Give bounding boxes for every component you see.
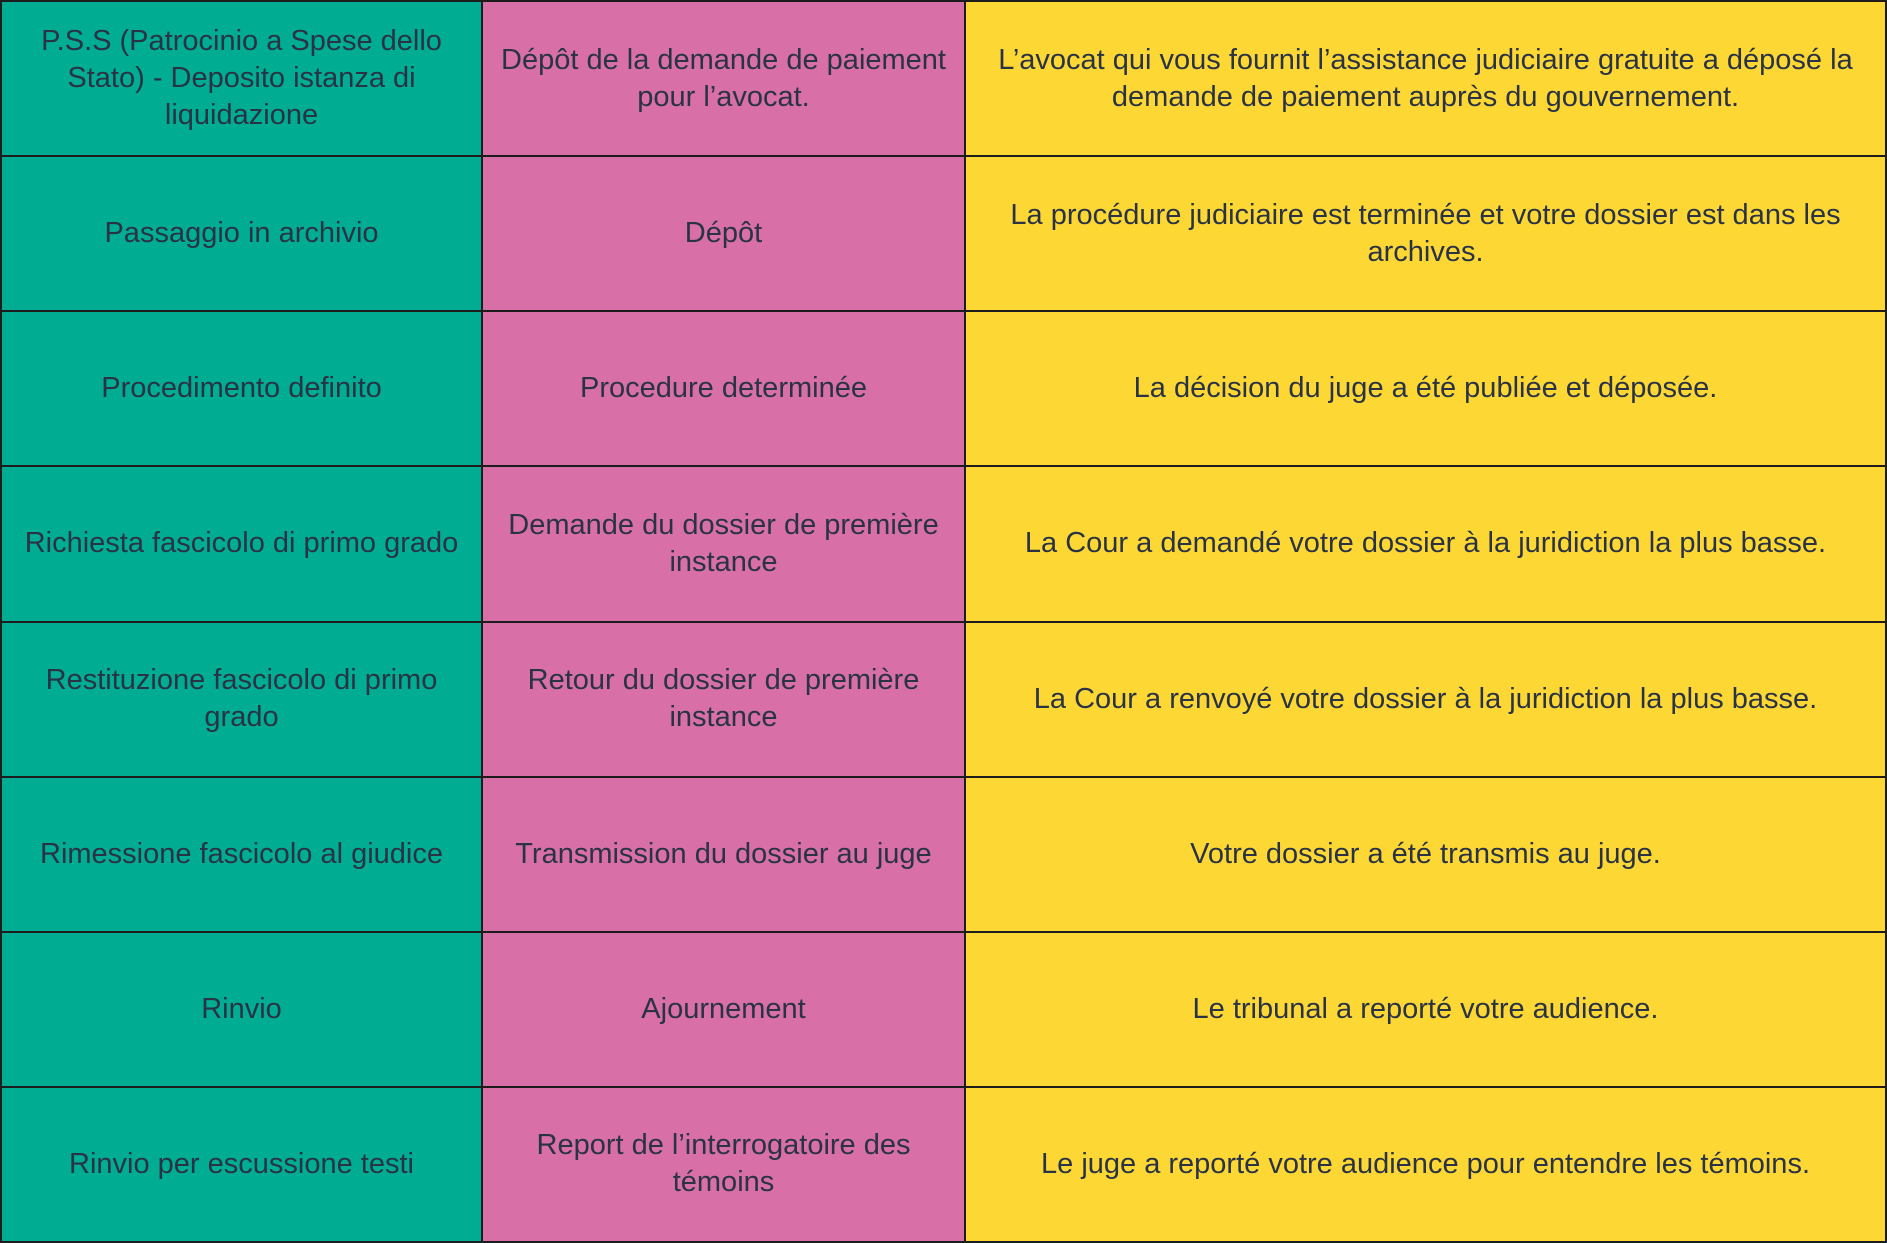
table-row (1, 1, 1886, 156)
italian-term-cell: Procedimento definito (1, 311, 482, 466)
italian-term-cell: Rimessione fascicolo al giudice (1, 777, 482, 932)
french-term-cell: Demande du dossier de première instance (482, 466, 965, 621)
table-row (1, 777, 1886, 932)
description-cell: L’avocat qui vous fournit l’assistance judiciaire gratuite a déposé la demande de paiement auprès du gouvernement. (965, 1, 1886, 156)
table-row (1, 1087, 1886, 1242)
description-cell: La décision du juge a été publiée et déposée. (965, 311, 1886, 466)
french-term-cell: Ajournement (482, 932, 965, 1087)
italian-term-cell: Rinvio (1, 932, 482, 1087)
table-row (1, 932, 1886, 1087)
italian-term-cell: Richiesta fascicolo di primo grado (1, 466, 482, 621)
description-cell: Votre dossier a été transmis au juge. (965, 777, 1886, 932)
table-row (1, 466, 1886, 621)
table-row (1, 156, 1886, 311)
description-cell: Le tribunal a reporté votre audience. (965, 932, 1886, 1087)
glossary-body (1, 1, 1886, 1242)
french-term-cell: Report de l’interrogatoire des témoins (482, 1087, 965, 1242)
italian-term-cell: Passaggio in archivio (1, 156, 482, 311)
italian-term-cell: Rinvio per escussione testi (1, 1087, 482, 1242)
description-cell: Le juge a reporté votre audience pour entendre les témoins. (965, 1087, 1886, 1242)
table-row (1, 622, 1886, 777)
french-term-cell: Dépôt de la demande de paiement pour l’avocat. (482, 1, 965, 156)
description-cell: La Cour a renvoyé votre dossier à la juridiction la plus basse. (965, 622, 1886, 777)
table-row (1, 311, 1886, 466)
italian-term-cell: Restituzione fascicolo di primo grado (1, 622, 482, 777)
french-term-cell: Retour du dossier de première instance (482, 622, 965, 777)
french-term-cell: Dépôt (482, 156, 965, 311)
french-term-cell: Procedure determinée (482, 311, 965, 466)
french-term-cell: Transmission du dossier au juge (482, 777, 965, 932)
description-cell: La procédure judiciaire est terminée et votre dossier est dans les archives. (965, 156, 1886, 311)
italian-term-cell: P.S.S (Patrocinio a Spese dello Stato) - Deposito istanza di liquidazione (1, 1, 482, 156)
description-cell: La Cour a demandé votre dossier à la juridiction la plus basse. (965, 466, 1886, 621)
